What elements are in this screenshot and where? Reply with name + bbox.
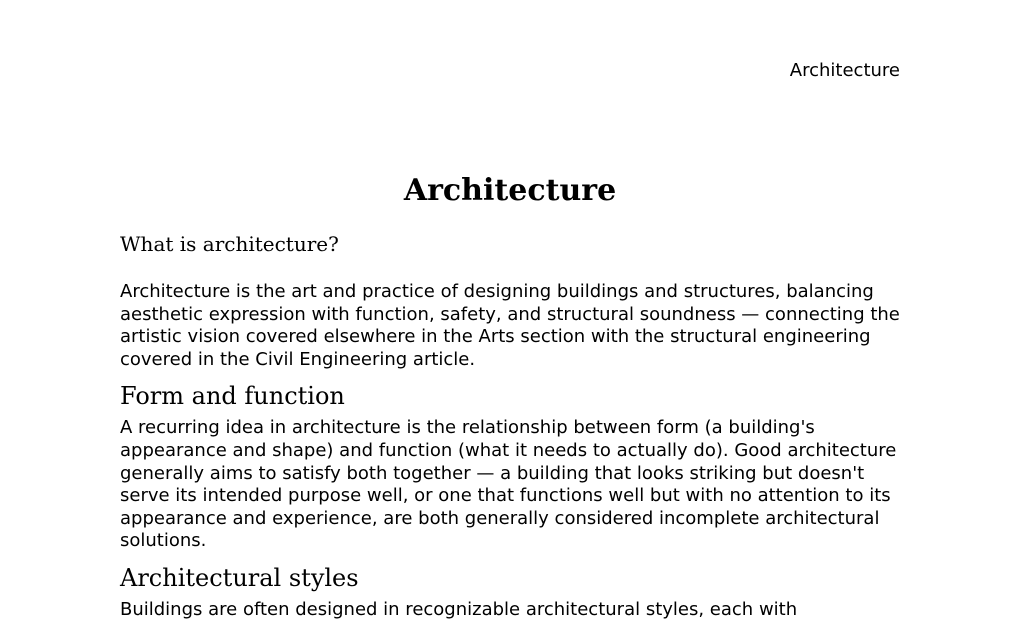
page-title: Architecture — [403, 173, 617, 208]
subtitle: What is architecture? — [120, 232, 339, 256]
running-header: Architecture — [789, 60, 900, 81]
section-heading-architectural-styles: Architectural styles — [120, 563, 359, 592]
article — [120, 170, 900, 622]
section-body-architectural-styles: Buildings are often designed in recognizable architectural styles, each with — [120, 598, 798, 620]
section-body-form-and-function: A recurring idea in architecture is the relationship between form (a building's appearance and shape) and function (what it needs to actually do). Good architecture generally aims to satisfy both together — a building that looks striking but doesn't serve its intended purpose well, or one that functions well but with no attention to its appearance and experience, are both generally considered incomplete architectural solutions. — [120, 417, 897, 552]
intro-paragraph: Architecture is the art and practice of designing buildings and structures, balancing aesthetic expression with function, safety, and structural soundness — connecting the artistic vision covered elsewhere in the Arts section with the structural engineering covered in the Civil Engineering article. — [120, 281, 900, 370]
section-heading-form-and-function: Form and function — [120, 382, 345, 411]
